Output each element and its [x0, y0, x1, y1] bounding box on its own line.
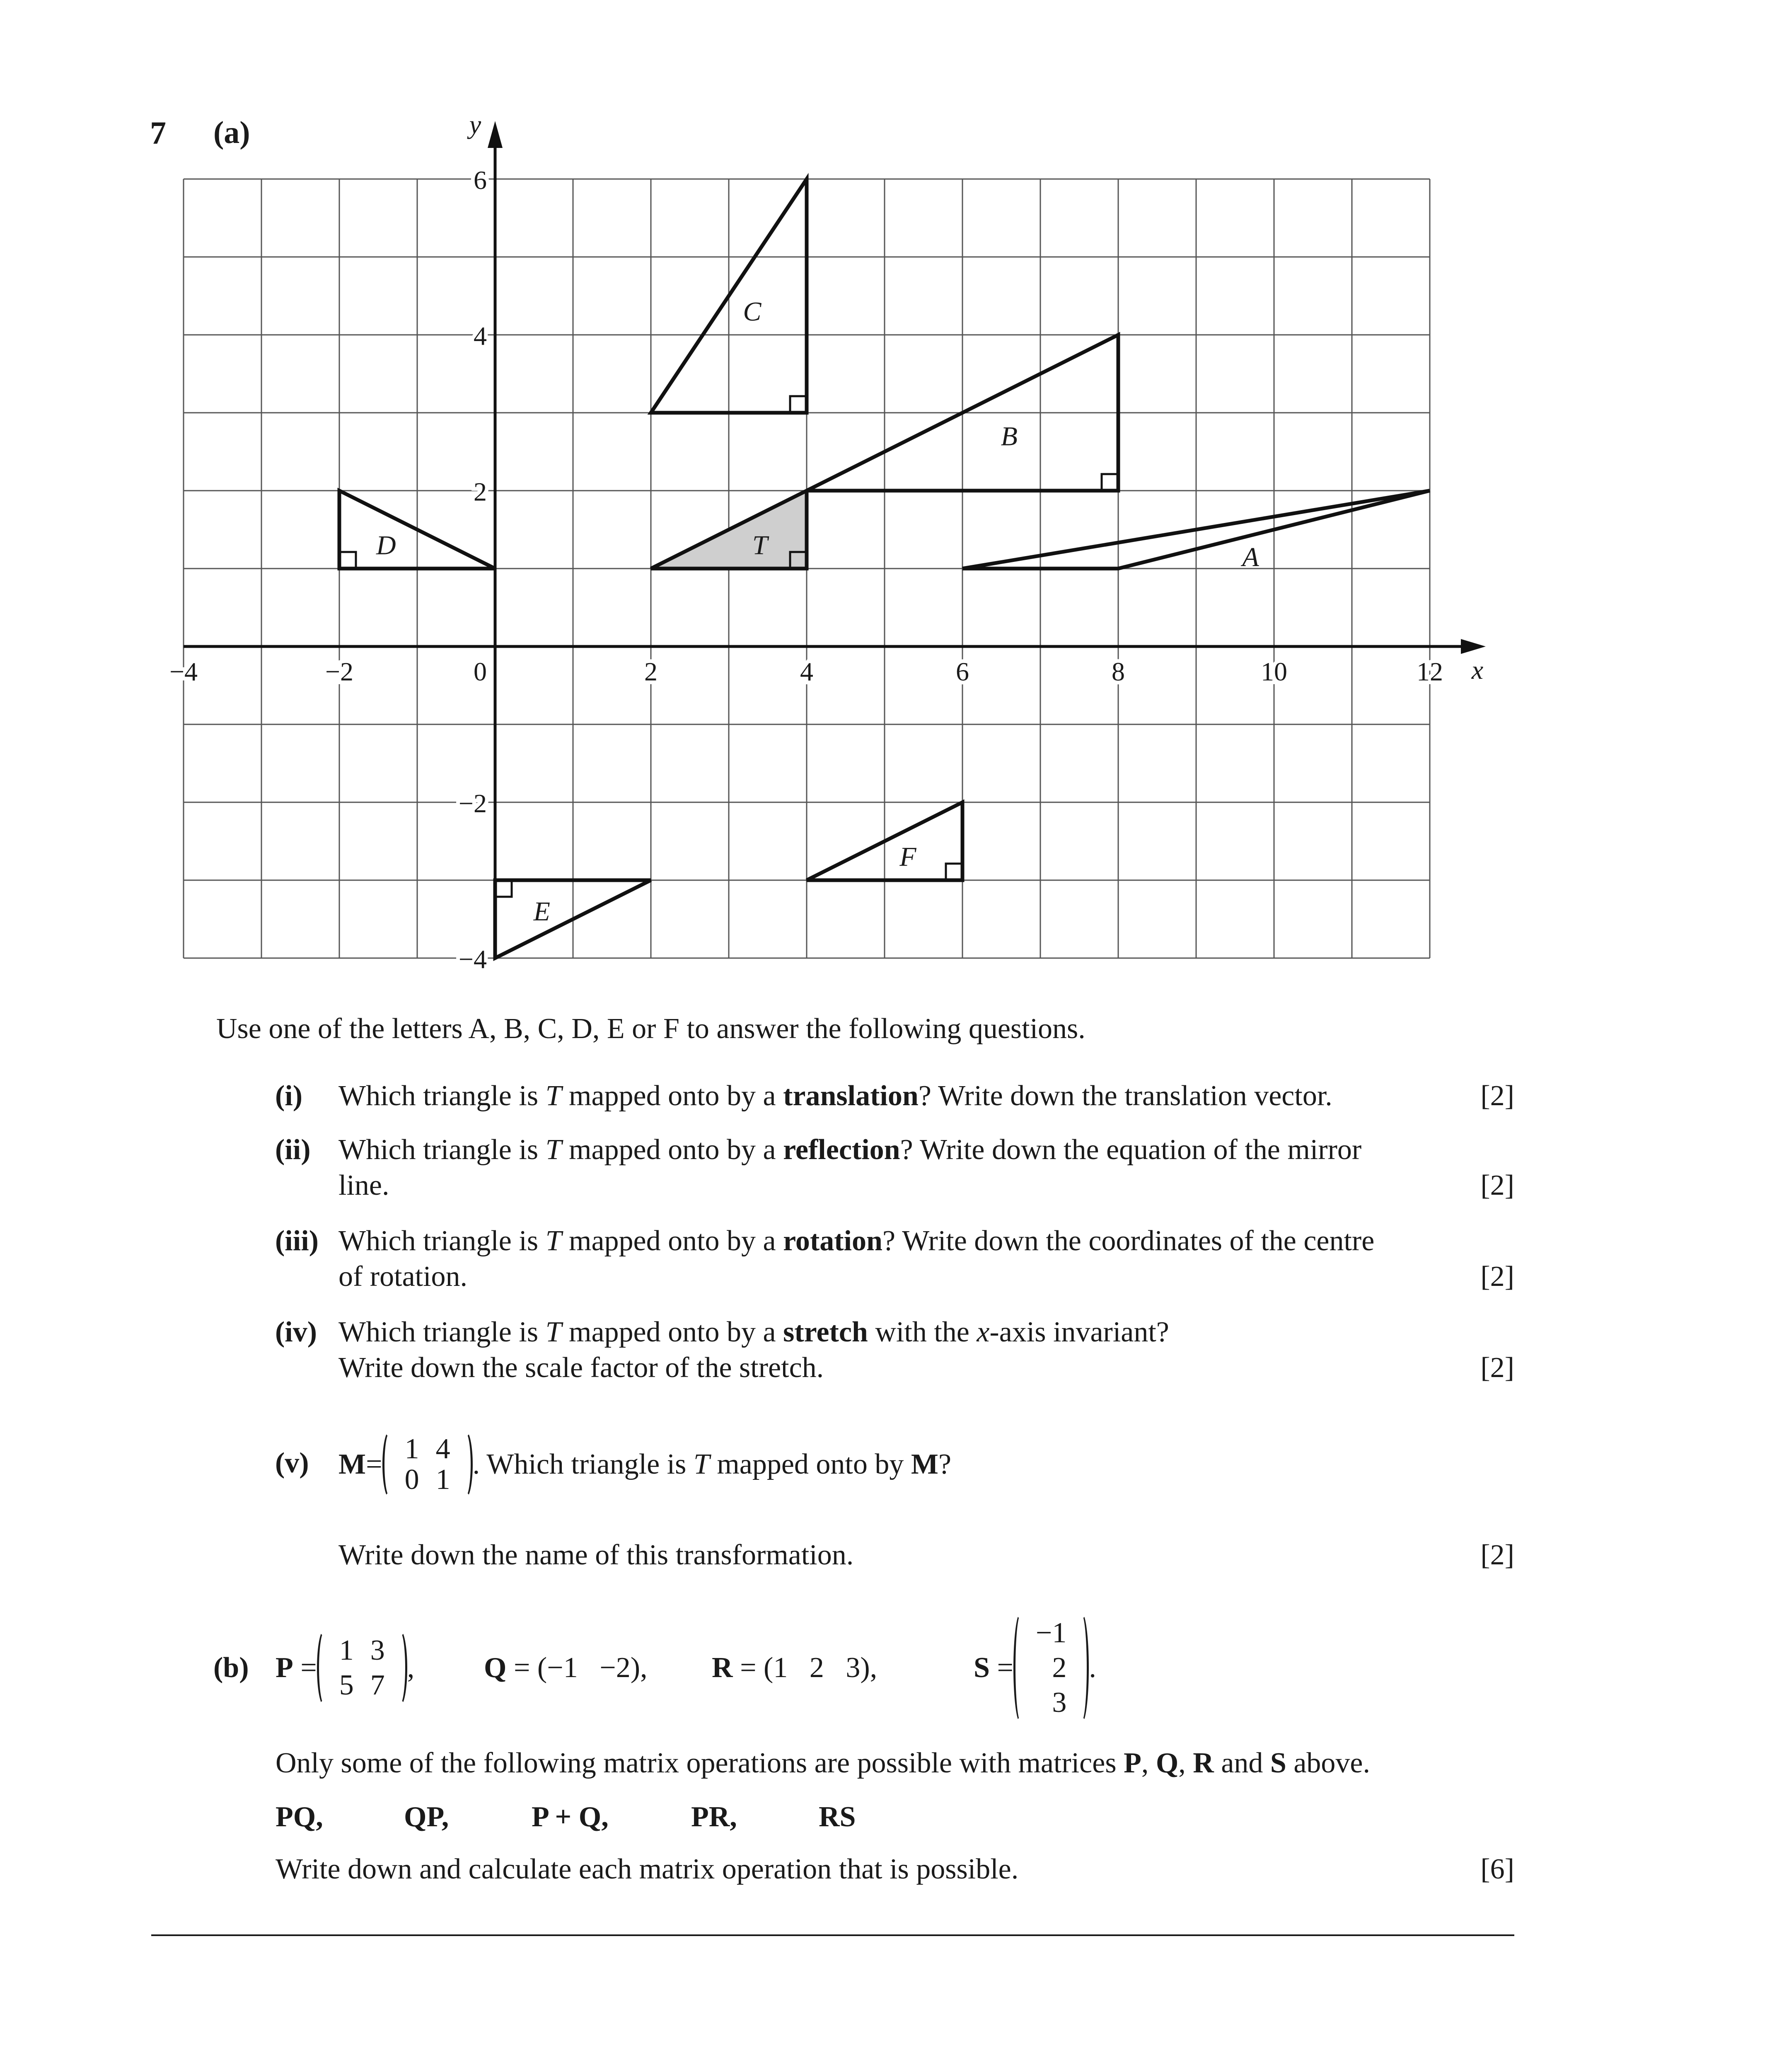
y-axis-arrow-icon — [488, 121, 503, 148]
matrix-m — [382, 1434, 473, 1495]
right-angle-marker-F — [946, 864, 962, 880]
statement-letter: P — [1124, 1747, 1141, 1779]
matrix-q-expression — [484, 1653, 648, 1682]
triangle-label-E: E — [533, 896, 550, 927]
matrix-p-cell: 3 — [370, 1634, 385, 1666]
r-value: = (1 2 3), — [733, 1652, 878, 1684]
p-label: P — [276, 1652, 293, 1684]
x-tick-label: 2 — [644, 657, 658, 686]
y-tick-label: 2 — [474, 477, 487, 506]
statement-pre: Only some of the following matrix operations are possible with matrices — [276, 1747, 1124, 1779]
y-tick-label: −4 — [458, 944, 487, 974]
right-angle-marker-B — [1102, 474, 1118, 491]
item-iii-number: (iii) — [275, 1225, 319, 1257]
operation-rs: RS — [819, 1801, 856, 1833]
r-label: R — [712, 1652, 733, 1684]
item-iv-post2: -axis invariant? — [989, 1316, 1169, 1348]
triangle-label-F: F — [899, 842, 916, 872]
triangle-label-A: A — [1242, 542, 1259, 572]
y-tick-label: 6 — [474, 165, 487, 195]
matrix-p-cell: 5 — [339, 1669, 354, 1701]
matrix-m-cell: 1 — [435, 1464, 450, 1496]
item-iii-pre: Which triangle is — [338, 1225, 546, 1257]
statement-letter: R — [1193, 1747, 1214, 1779]
matrix-s-cell: 3 — [1052, 1687, 1067, 1719]
x-tick-label: 8 — [1112, 657, 1125, 686]
y-tick-label: 4 — [474, 321, 487, 351]
item-iii-marks: [2] — [1480, 1261, 1514, 1293]
part-b-label: (b) — [213, 1652, 249, 1684]
item-ii-pre: Which triangle is — [338, 1134, 546, 1166]
x-tick-label: 6 — [956, 657, 969, 686]
x-tick-label: 10 — [1261, 657, 1287, 686]
part-a-label: (a) — [213, 115, 250, 150]
right-angle-marker-D — [339, 552, 356, 569]
operation-pq: PQ, — [276, 1801, 323, 1833]
s-label: S — [974, 1652, 990, 1684]
item-iii-line2: of rotation. — [338, 1261, 468, 1293]
part-b-marks: [6] — [1480, 1853, 1514, 1885]
item-i-marks: [2] — [1480, 1080, 1514, 1112]
item-v-m2: M — [911, 1448, 938, 1480]
item-ii-mid: mapped onto by a — [561, 1134, 783, 1166]
matrix-m-cell: 4 — [435, 1433, 450, 1465]
item-iii-mid: mapped onto by a — [561, 1225, 783, 1257]
statement-post: above. — [1286, 1747, 1370, 1779]
question-number: 7 — [150, 115, 166, 151]
item-v-after: . Which triangle is — [472, 1448, 694, 1480]
item-iv-t: T — [545, 1316, 562, 1348]
item-iii-text — [338, 1227, 1374, 1256]
item-iv-mid: mapped onto by a — [561, 1316, 783, 1348]
coordinate-grid — [0, 0, 1789, 995]
matrix-p-expression: P = 1 3 5 7 , — [276, 1620, 414, 1716]
item-iv-post1: with the — [868, 1316, 977, 1348]
y-tick-label: −2 — [458, 789, 487, 818]
x-tick-label: 0 — [474, 657, 487, 686]
item-iii-keyword: rotation — [783, 1225, 882, 1257]
part-b-statement: Only some of the following matrix operations are possible with matrices P, Q, R and S above. — [276, 1747, 1370, 1779]
part-b-final: Write down and calculate each matrix operation that is possible. — [276, 1853, 1019, 1885]
item-iv-number: (iv) — [275, 1316, 317, 1348]
item-v-line2: Write down the name of this transformation. — [338, 1539, 854, 1571]
item-v-text — [338, 1419, 951, 1510]
triangle-label-D: D — [376, 530, 396, 561]
item-i-mid: mapped onto by a — [561, 1080, 783, 1112]
item-v-t: T — [693, 1448, 710, 1480]
item-iv-keyword: stretch — [783, 1316, 868, 1348]
x-tick-label: −2 — [325, 657, 354, 686]
triangle-label-T: T — [752, 530, 768, 561]
item-ii-text — [338, 1135, 1361, 1164]
matrix-r-expression — [712, 1653, 877, 1682]
item-i-pre: Which triangle is — [338, 1080, 546, 1112]
statement-letter: Q — [1156, 1747, 1179, 1779]
x-tick-label: −4 — [169, 657, 198, 686]
item-iv-line2: Write down the scale factor of the stretch. — [338, 1352, 824, 1384]
q-label: Q — [484, 1652, 507, 1684]
item-ii-number: (ii) — [275, 1134, 311, 1166]
triangle-label-B: B — [1001, 421, 1018, 452]
matrix-s-cell: −1 — [1035, 1617, 1067, 1649]
item-ii-line2: line. — [338, 1169, 389, 1201]
item-iv-pre: Which triangle is — [338, 1316, 546, 1348]
item-iv-x: x — [977, 1316, 990, 1348]
item-i-text — [338, 1082, 1332, 1111]
item-i-t: T — [545, 1080, 562, 1112]
matrix-p-cell: 1 — [339, 1634, 354, 1666]
item-ii-t: T — [545, 1134, 562, 1166]
intro-text — [216, 1014, 1085, 1043]
matrix-p-cell: 7 — [370, 1669, 385, 1701]
item-i-keyword: translation — [783, 1080, 919, 1112]
item-i-post: ? Write down the translation vector. — [918, 1080, 1332, 1112]
matrix-s-cell: 2 — [1052, 1652, 1067, 1684]
x-axis-arrow-icon — [1461, 639, 1486, 654]
right-angle-marker-E — [495, 880, 512, 897]
item-v-q: ? — [938, 1448, 952, 1480]
item-iv-marks: [2] — [1480, 1352, 1514, 1384]
item-iv-text — [338, 1318, 1169, 1347]
item-v-number: (v) — [275, 1447, 309, 1479]
item-v-after2: mapped onto by — [709, 1448, 911, 1480]
item-ii-post: ? Write down the equation of the mirror — [900, 1134, 1362, 1166]
matrix-p — [317, 1633, 407, 1703]
statement-letter: S — [1270, 1747, 1286, 1779]
x-axis-label: x — [1471, 655, 1484, 685]
operation-p-plus-q: P + Q, — [532, 1801, 609, 1833]
operation-qp: QP, — [404, 1801, 449, 1833]
intro-line: Use one of the letters A, B, C, D, E or F to answer the following questions. — [216, 1013, 1085, 1045]
triangle-label-C: C — [743, 296, 762, 327]
q-value: = (−1 −2), — [506, 1652, 648, 1684]
item-v-m: M — [338, 1448, 366, 1480]
y-axis-label: y — [469, 110, 481, 139]
item-ii-keyword: reflection — [783, 1134, 900, 1166]
bottom-rule — [151, 1934, 1514, 1936]
operation-pr: PR, — [691, 1801, 737, 1833]
matrix-s-expression: S = −1 2 3 . — [974, 1595, 1096, 1740]
item-v-marks: [2] — [1480, 1539, 1514, 1571]
x-tick-label: 4 — [800, 657, 813, 686]
item-iii-post: ? Write down the coordinates of the centre — [882, 1225, 1375, 1257]
matrix-s — [1013, 1616, 1089, 1720]
matrix-m-cell: 0 — [404, 1464, 419, 1496]
right-angle-marker-C — [790, 396, 807, 413]
matrix-m-cell: 1 — [404, 1433, 419, 1465]
item-i-number: (i) — [275, 1080, 303, 1112]
item-iii-t: T — [545, 1225, 562, 1257]
item-ii-marks: [2] — [1480, 1169, 1514, 1201]
tick-labels — [169, 110, 1483, 974]
item-v-eq: = — [366, 1448, 382, 1480]
x-tick-label: 12 — [1417, 657, 1443, 686]
